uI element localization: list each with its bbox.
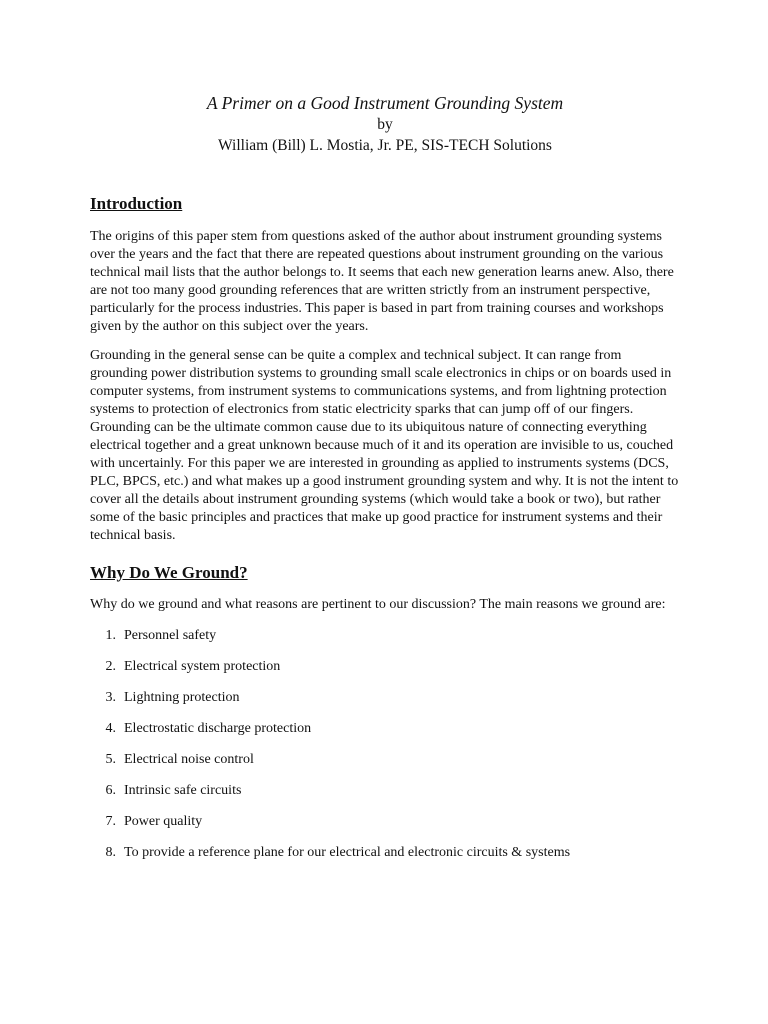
author-line: William (Bill) L. Mostia, Jr. PE, SIS-TECH Solutions [218, 137, 552, 154]
list-item [90, 720, 680, 738]
list-number: 1. [105, 628, 116, 643]
list-text: Lightning protection [124, 690, 240, 705]
list-item [90, 627, 680, 645]
list-number: 6. [105, 783, 116, 798]
list-number: 7. [105, 814, 116, 829]
list-item [90, 813, 680, 831]
list-number: 4. [105, 721, 116, 736]
list-text: Electrical noise control [124, 752, 254, 767]
list-text: Intrinsic safe circuits [124, 783, 242, 798]
list-number: 8. [105, 845, 116, 860]
list-item [90, 844, 680, 862]
list-text: To provide a reference plane for our electrical and electronic circuits & systems [124, 845, 571, 860]
document-page [90, 92, 680, 875]
list-text: Electrical system protection [124, 659, 281, 674]
intro-paragraph-1: The origins of this paper stem from questions asked of the author about instrument grounding systems over the years and the fact that there are repeated questions about instrument grounding on the various technical mail lists that the author belongs to. It seems that each new generation learns anew. Also, there are not too many good grounding references that are written strictly from an instrument perspective, particularly for the process industries. This paper is based in part from training courses and workshops given by the author on this subject over the years. [90, 229, 674, 334]
intro-paragraph-2: Grounding in the general sense can be quite a complex and technical subject. It can range from grounding power distribution systems to grounding small scale electronics in chips or on boards used in computer systems, from instrument systems to communications systems, and from lightning protection systems to protection of electronics from static electricity sparks that can jump off of our fingers. Grounding can be the ultimate common cause due to its ubiquitous nature of connecting everything electrical together and a great unknown because much of it and its operation are invisible to us, couched with uncertainly. For this paper we are interested in grounding as applied to instruments systems (DCS, PLC, BPCS, etc.) and what makes up a good instrument grounding system and why. It is not the intent to cover all the details about instrument grounding systems (which would take a book or two), but rather some of the basic principles and practices that make up good practice for instrument systems and their technical basis. [90, 348, 679, 543]
list-number: 5. [105, 752, 116, 767]
reasons-list [90, 627, 680, 862]
list-item [90, 658, 680, 676]
introduction-heading: Introduction [90, 194, 183, 213]
list-item [90, 782, 680, 800]
byline-by: by [377, 116, 393, 133]
list-text: Personnel safety [124, 628, 217, 643]
why-ground-intro: Why do we ground and what reasons are pertinent to our discussion? The main reasons we ground are: [90, 597, 666, 612]
list-number: 2. [105, 659, 116, 674]
why-ground-heading: Why Do We Ground? [90, 563, 248, 582]
list-text: Power quality [124, 814, 203, 829]
list-text: Electrostatic discharge protection [124, 721, 312, 736]
list-number: 3. [105, 690, 116, 705]
list-item [90, 751, 680, 769]
list-item [90, 689, 680, 707]
document-title: A Primer on a Good Instrument Grounding System [206, 93, 564, 113]
